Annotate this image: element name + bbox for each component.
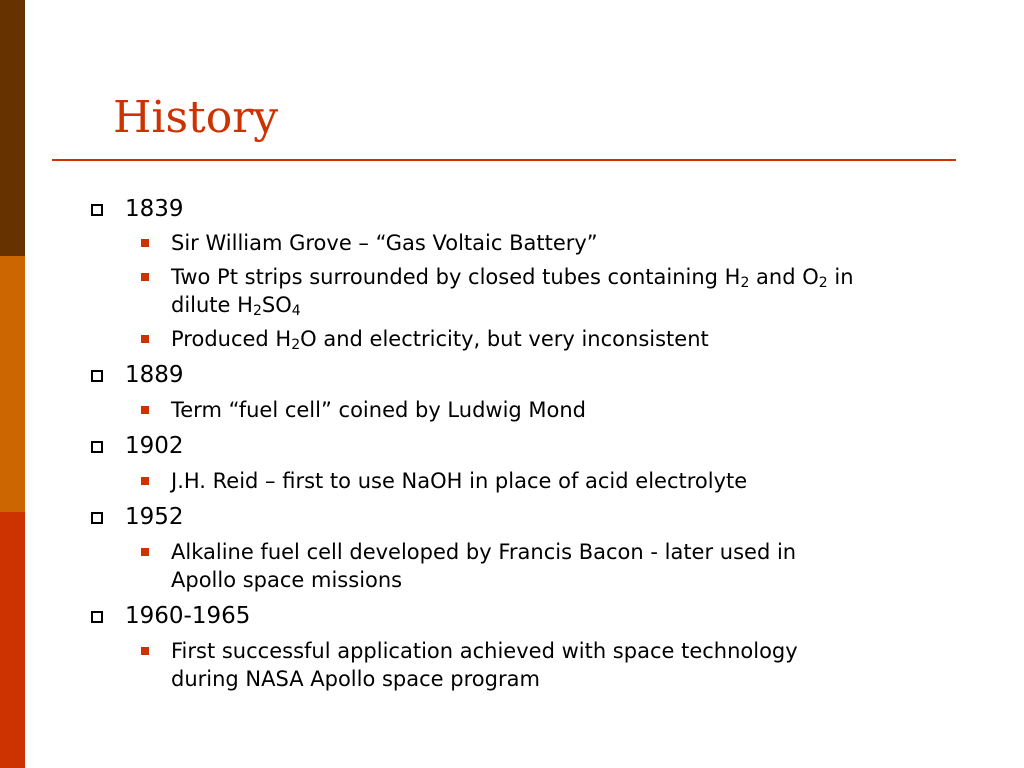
year-label: 1889 (125, 362, 184, 388)
slide-title: History (113, 92, 279, 143)
side-accent-bar (0, 0, 25, 768)
sub-bullet (171, 396, 1011, 424)
side-bar-top-segment (0, 0, 25, 256)
year-label: 1839 (125, 196, 184, 222)
sub-bullet-text-line-1: First successful application achieved with space technology (171, 639, 798, 663)
title-underline-rule (52, 159, 956, 161)
sub-bullet (171, 263, 1011, 319)
sub-bullet (171, 325, 1011, 353)
year-label: 1902 (125, 433, 184, 459)
sub-bullet (171, 467, 1011, 495)
year-bullet-1839 (125, 195, 1005, 223)
hollow-square-bullet-icon (91, 370, 103, 382)
sub-bullet-text-line-2: dilute $H_2SO_4$ (171, 293, 301, 319)
sub-bullet-text: J.H. Reid – first to use NaOH in place of acid electrolyte (171, 469, 748, 493)
sub-bullet-text: Term “fuel cell” coined by Ludwig Mond (171, 398, 587, 422)
sub-bullet-text-line-2: during NASA Apollo space program (171, 667, 540, 691)
filled-square-bullet-icon (141, 477, 149, 485)
year-label: 1960-1965 (125, 603, 251, 629)
sub-bullet (171, 637, 1011, 693)
sub-bullet-text-line-2: Apollo space missions (171, 568, 403, 592)
filled-square-bullet-icon (141, 273, 149, 281)
side-bar-middle-segment (0, 256, 25, 512)
sub-bullet-text-line-1: Alkaline fuel cell developed by Francis Bacon - later used in (171, 540, 797, 564)
year-bullet-1960-1965 (125, 602, 1005, 630)
year-bullet-1902 (125, 432, 1005, 460)
year-bullet-1952 (125, 503, 1005, 531)
hollow-square-bullet-icon (91, 204, 103, 216)
hollow-square-bullet-icon (91, 441, 103, 453)
filled-square-bullet-icon (141, 335, 149, 343)
hollow-square-bullet-icon (91, 611, 103, 623)
sub-bullet-text-line-1: Two Pt strips surrounded by closed tubes containing $H_2$ and $O_2$ in (171, 265, 854, 291)
year-label: 1952 (125, 504, 184, 530)
sub-bullet-text: Produced $H_2O$ and electricity, but very inconsistent (171, 327, 709, 353)
filled-square-bullet-icon (141, 647, 149, 655)
side-bar-bottom-segment (0, 512, 25, 768)
sub-bullet (171, 538, 1011, 594)
filled-square-bullet-icon (141, 548, 149, 556)
year-bullet-1889 (125, 361, 1005, 389)
sub-bullet-text: Sir William Grove – “Gas Voltaic Battery” (171, 231, 598, 255)
filled-square-bullet-icon (141, 239, 149, 247)
hollow-square-bullet-icon (91, 512, 103, 524)
filled-square-bullet-icon (141, 406, 149, 414)
sub-bullet (171, 229, 1011, 257)
